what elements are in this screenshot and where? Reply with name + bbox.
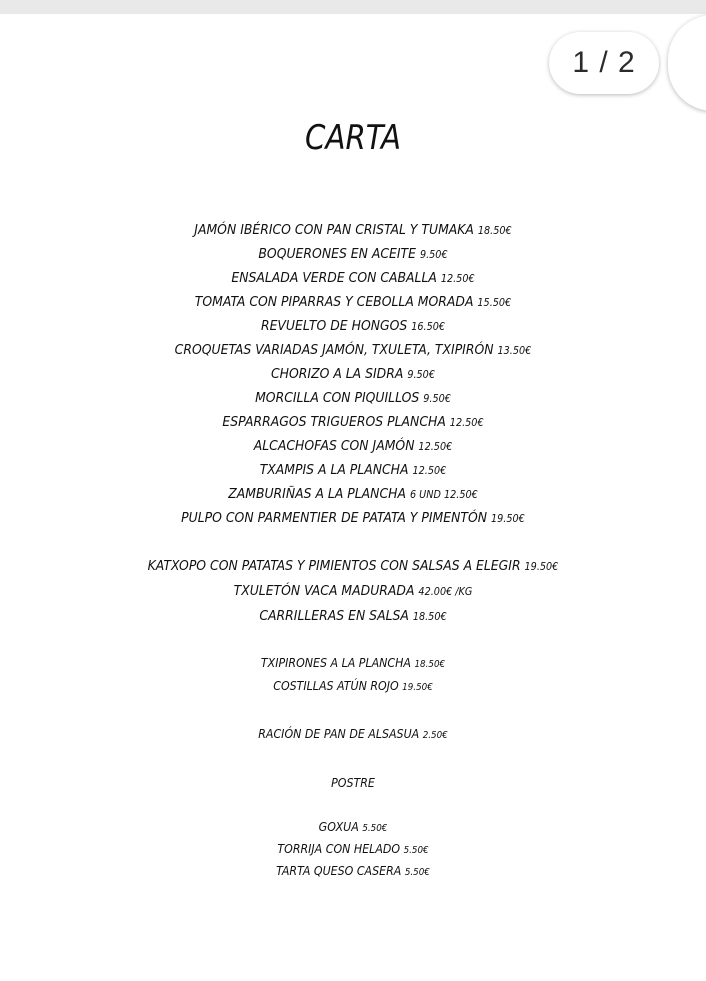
menu-item (28, 390, 678, 406)
item-name: REVUELTO DE HONGOS (260, 318, 412, 334)
item-name: TARTA QUESO CASERA (276, 864, 405, 878)
page-indicator: 1 / 2 (549, 32, 659, 94)
section-heading-postre (28, 776, 678, 790)
item-price: 19.50€ (491, 513, 525, 525)
item-price: 5.50€ (403, 845, 429, 856)
item-price: 42.00€ /KG (418, 586, 473, 598)
item-name: TXAMPIS A LA PLANCHA (259, 462, 413, 478)
item-price: 5.50€ (362, 823, 388, 834)
item-name: JAMÓN IBÉRICO CON PAN CRISTAL Y TUMAKA (194, 222, 478, 238)
item-price: 12.50€ (440, 273, 475, 285)
item-name: ZAMBURIÑAS A LA PLANCHA (228, 486, 410, 502)
item-name: CARRILLERAS EN SALSA (259, 608, 413, 624)
item-price: 9.50€ (407, 369, 435, 381)
item-name: ESPARRAGOS TRIGUEROS PLANCHA (222, 414, 450, 430)
menu-item (28, 438, 678, 454)
item-price: 18.50€ (414, 659, 446, 670)
menu-item (28, 222, 678, 238)
item-name: MORCILLA CON PIQUILLOS (255, 390, 424, 406)
item-price: 18.50€ (477, 225, 512, 237)
item-price: 9.50€ (423, 393, 451, 405)
menu-item (28, 510, 678, 526)
item-price: 6 UND 12.50€ (409, 489, 478, 501)
item-name: CROQUETAS VARIADAS JAMÓN, TXULETA, TXIPIRÓN (174, 342, 498, 358)
menu-item (28, 842, 678, 856)
item-price: 19.50€ (402, 682, 433, 693)
item-price: 19.50€ (524, 561, 559, 573)
menu-item (28, 342, 678, 358)
item-name: ALCACHOFAS CON JAMÓN (253, 438, 419, 454)
item-name: KATXOPO CON PATATAS Y PIMIENTOS CON SALSAS A ELEGIR (147, 558, 525, 574)
item-price: 16.50€ (411, 321, 446, 333)
menu-item (28, 414, 678, 430)
menu-item (28, 486, 678, 502)
item-name: TXULETÓN VACA MADURADA (233, 583, 419, 599)
item-price: 12.50€ (418, 441, 453, 453)
menu-item (28, 820, 678, 834)
item-price: 12.50€ (412, 465, 447, 477)
menu-item (28, 608, 678, 624)
item-name: POSTRE (331, 776, 375, 790)
item-name: TXIPIRONES A LA PLANCHA (260, 656, 415, 670)
menu-item (28, 318, 678, 334)
menu-item (28, 270, 678, 286)
item-name: TOMATA CON PIPARRAS Y CEBOLLA MORADA (194, 294, 478, 310)
item-name: TORRIJA CON HELADO (277, 842, 404, 856)
item-price: 18.50€ (412, 611, 447, 623)
menu-page[interactable] (0, 14, 706, 981)
menu-item (28, 366, 678, 382)
menu-title: CARTA (305, 118, 401, 158)
item-name: RACIÓN DE PAN DE ALSASUA (258, 727, 423, 741)
item-price: 15.50€ (477, 297, 512, 309)
menu-item (28, 462, 678, 478)
item-name: PULPO CON PARMENTIER DE PATATA Y PIMENTÓN (181, 510, 492, 526)
menu-item (28, 679, 678, 693)
menu-item (28, 583, 678, 599)
menu-item (28, 294, 678, 310)
item-price: 5.50€ (404, 867, 430, 878)
menu-item (28, 246, 678, 262)
item-name: ENSALADA VERDE CON CABALLA (231, 270, 441, 286)
item-name: GOXUA (318, 820, 363, 834)
item-price: 13.50€ (497, 345, 532, 357)
item-name: CHORIZO A LA SIDRA (271, 366, 408, 382)
menu-item (28, 558, 678, 574)
menu-item (28, 727, 678, 741)
menu-item (28, 864, 678, 878)
item-name: COSTILLAS ATÚN ROJO (273, 679, 403, 693)
item-price: 12.50€ (449, 417, 484, 429)
item-price: 2.50€ (422, 730, 448, 741)
item-price: 9.50€ (419, 249, 448, 261)
item-name: BOQUERONES EN ACEITE (258, 246, 420, 262)
menu-item (28, 656, 678, 670)
